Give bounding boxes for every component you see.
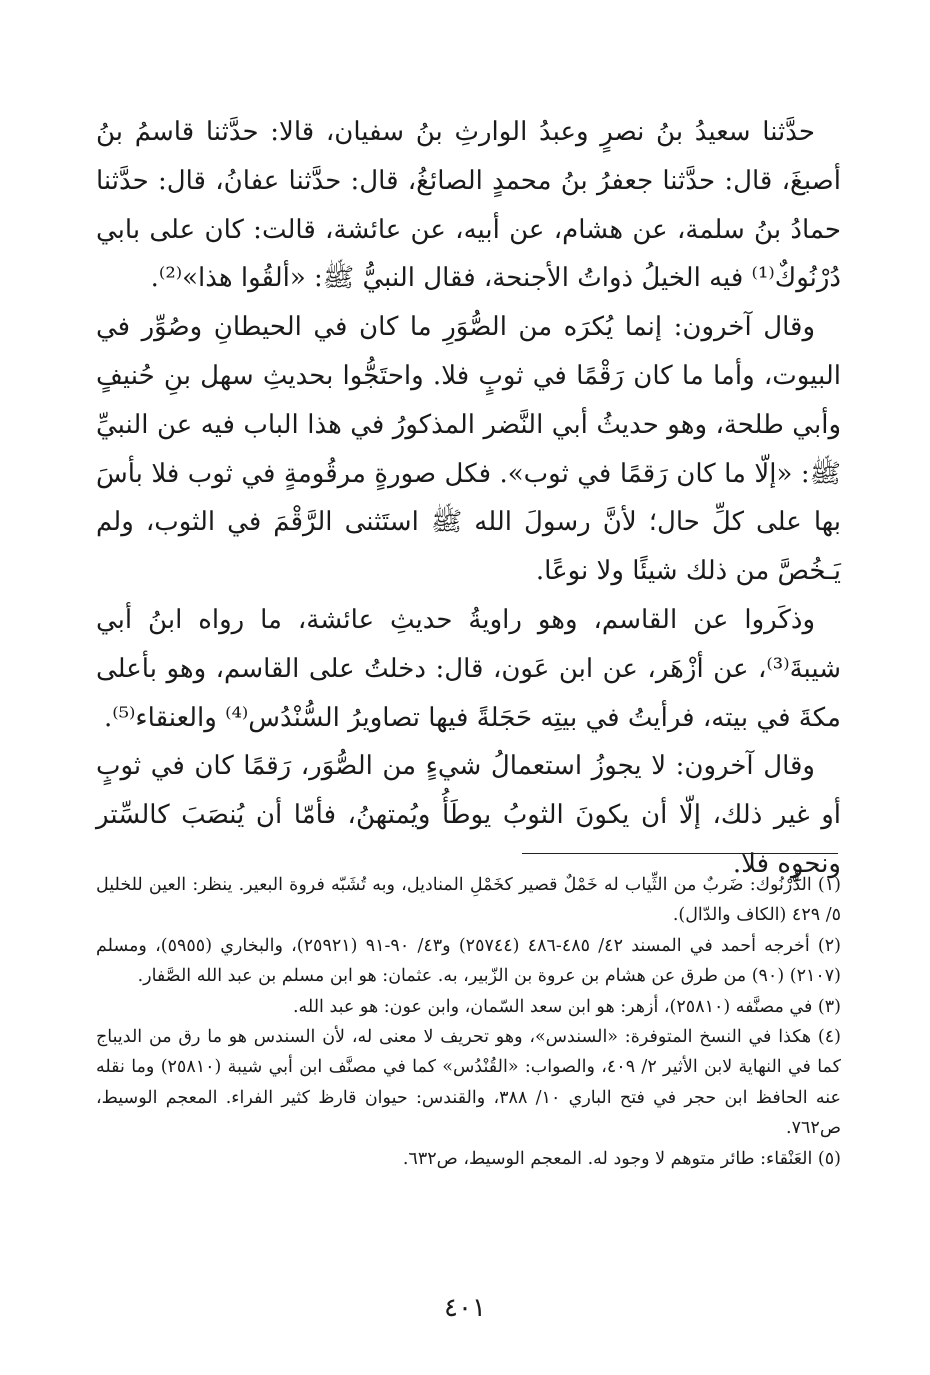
- footnote-3: (٣) في مصنَّفه (٢٥٨١٠)، أزهر: هو ابن سعد السّمان، وابن عون: هو عبد الله.: [292, 996, 841, 1017]
- paragraph-2: وقال آخرون: إنما يُكرَه من الصُّوَرِ ما كان في الحيطانِ وصُوِّر في البيوت، وأما ما كان رَقْمًا في ثوبٍ فلا. واحتَجُّوا بحديثِ سهل بنِ حُنيفٍ وأبي طلحة، وهو حديثُ أبي النَّضر المذكورُ في هذا الباب فيه عن النبيِّ ﷺ: «إلّا ما كان رَقمًا في ثوب». فكل صورةٍ مرقُومةٍ في ثوب فلا بأسَ بها على كلِّ حال؛ لأنَّ رسولَ الله ﷺ استَثنى الرَّقْمَ في الثوب، ولم يَـخُصَّ من ذلك شيئًا ولا نوعًا.: [96, 312, 841, 587]
- footnote-5: (٥) العَنْقاء: طائر متوهم لا وجود له. المعجم الوسيط، ص٦٣٢.: [402, 1148, 841, 1169]
- footnote-2: (٢) أخرجه أحمد في المسند ٤٢/ ٤٨٥-٤٨٦ (٢٥٧٤٤) و٤٣/ ٩٠-٩١ (٢٥٩٢١)، والبخاري (٥٩٥٥)، ومسلم (٢١٠٧) (٩٠) من طرق عن هشام بن عروة بن الزّبير، به. عثمان: هو ابن مسلم بن عبد الله الصَّفار.: [96, 935, 841, 987]
- footnotes: [96, 870, 841, 1174]
- footnote-4: (٤) هكذا في النسخ المتوفرة: «السندس»، وهو تحريف لا معنى له، لأن السندس هو ما رق من الديباج كما في النهاية لابن الأثير ٢/ ٤٠٩، والصواب: «القُنْدُس» كما في مصنَّف ابن أبي شيبة (٢٥٨١٠) وما نقله عنه الحافظ ابن حجر في فتح الباري ١٠/ ٣٨٨، والقندس: حيوان قارظ كثير الفراء. المعجم الوسيط، ص٧٦٢.: [96, 1027, 841, 1139]
- paragraph-1: حدَّثنا سعيدُ بنُ نصرٍ وعبدُ الوارثِ بنُ سفيان، قالا: حدَّثنا قاسمُ بنُ أصبغَ، قال: حدَّثنا جعفرُ بنُ محمدٍ الصائغُ، قال: حدَّثنا عفانُ، قال: حدَّثنا حمادُ بنُ سلمة، عن هشام، عن أبيه، عن عائشة، قالت: كان على بابي دُرْنُوكٌ⁽¹⁾ فيه الخيلُ ذواتُ الأجنحة، فقال النبيُّ ﷺ: «ألقُوا هذا»⁽²⁾.: [96, 117, 841, 294]
- main-text: [96, 108, 841, 889]
- page-number: ٤٠١: [444, 1293, 486, 1323]
- footnote-1: (١) الدُّرْنُوك: ضَربٌ من الثِّياب له خَمْلٌ قصير كخَمْلِ المناديل، وبه تُشَبّه فروة البعير. ينظر: العين للخليل ٥/ ٤٢٩ (الكاف والدّال).: [96, 875, 841, 926]
- paragraph-3: وذكَروا عن القاسم، وهو راويةُ حديثِ عائشة، ما رواه ابنُ أبي شيبةَ⁽³⁾، عن أزْهَر، عن ابن عَون، قال: دخلتُ على القاسم، وهو بأعلى مكةَ في بيته، فرأيتُ في بيتِه حَجَلةً فيها تصاويرُ السُّنْدُس⁽⁴⁾ والعنقاء⁽⁵⁾.: [96, 604, 841, 733]
- paragraph-4: وقال آخرون: لا يجوزُ استعمالُ شيءٍ من الصُّوَر، رَقمًا كان في ثوبٍ أو غير ذلك، إلّا أن يكونَ الثوبُ يوطَأُ ويُمتهنُ، فأمّا أن يُنصَبَ كالسِّتر ونحوِه فلا.: [96, 751, 841, 879]
- footnote-divider: [522, 853, 838, 854]
